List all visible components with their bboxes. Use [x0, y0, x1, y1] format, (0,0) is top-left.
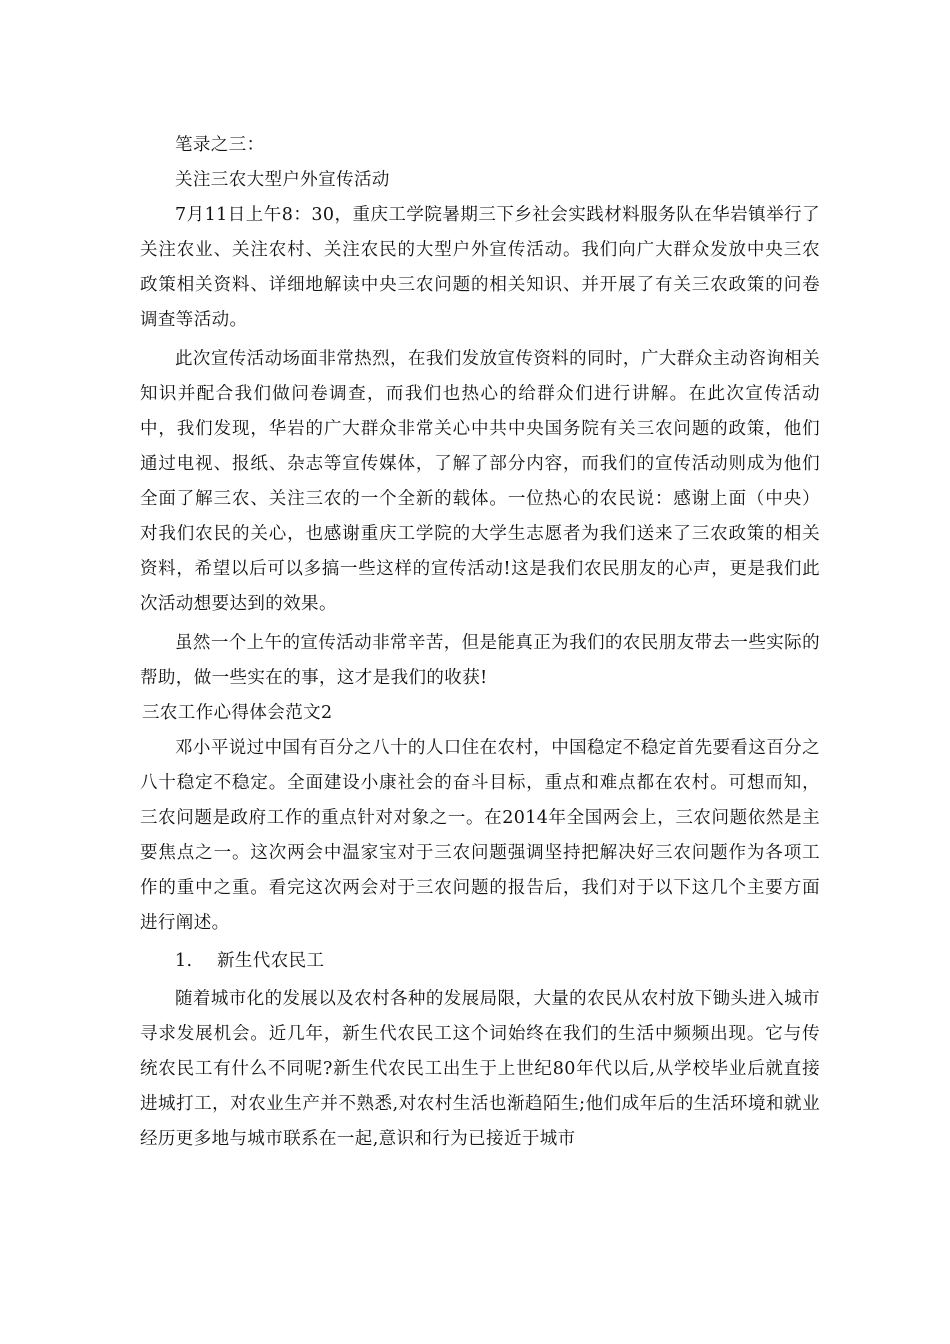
document-body [140, 128, 820, 1157]
paragraph-4: 邓小平说过中国有百分之八十的人口住在农村，中国稳定不稳定首先要看这百分之八十稳定不稳定。全面建设小康社会的奋斗目标，重点和难点都在农村。可想而知，三农问题是政府工作的重点针对对象之一。在2014年全国两会上，三农问题依然是主要焦点之一。这次两会中温家宝对于三农问题强调坚持把解决好三农问题作为各项工作的重中之重。看完这次两会对于三农问题的报告后，我们对于以下这几个主要方面进行阐述。 [140, 738, 820, 933]
paragraph-5: 随着城市化的发展以及农村各种的发展局限，大量的农民从农村放下锄头进入城市寻求发展机会。近几年，新生代农民工这个词始终在我们的生活中频频出现。它与传统农民工有什么不同呢?新生代农民工出生于上世纪80年代以后,从学校毕业后就直接进城打工，对农业生产并不熟悉,对农村生活也渐趋陌生;他们成年后的生活环境和就业经历更多地与城市联系在一起,意识和行为已接近于城市 [140, 989, 820, 1149]
paragraph-2: 此次宣传活动场面非常热烈，在我们发放宣传资料的同时，广大群众主动咨询相关知识并配合我们做问卷调查，而我们也热心的给群众们进行讲解。在此次宣传活动中，我们发现，华岩的广大群众非常关心中共中央国务院有关三农问题的政策，他们通过电视、报纸、杂志等宣传媒体，了解了部分内容，而我们的宣传活动则成为他们全面了解三农、关注三农的一个全新的载体。一位热心的农民说：感谢上面（中央）对我们农民的关心，也感谢重庆工学院的大学生志愿者为我们送来了三农政策的相关资料，希望以后可以多搞一些这样的宣传活动!这是我们农民朋友的心声，更是我们此次活动想要达到的效果。 [140, 349, 820, 614]
list-item-number: 1. [175, 951, 193, 971]
note-title: 笔录之三： [175, 135, 265, 155]
paragraph-3: 虽然一个上午的宣传活动非常辛苦，但是能真正为我们的农民朋友带去一些实际的帮助，做一些实在的事，这才是我们的收获! [140, 633, 820, 688]
section-title: 三农工作心得体会范文2 [142, 703, 333, 723]
list-item [140, 944, 820, 979]
paragraph-1: 7月11日上午8：30，重庆工学院暑期三下乡社会实践材料服务队在华岩镇举行了关注农业、关注农村、关注农民的大型户外宣传活动。我们向广大群众发放中央三农政策相关资料、详细地解读中央三农问题的相关知识、并开展了有关三农政策的问卷调查等活动。 [140, 205, 820, 330]
event-title: 关注三农大型户外宣传活动 [175, 170, 390, 190]
list-item-text: 新生代农民工 [217, 951, 325, 971]
